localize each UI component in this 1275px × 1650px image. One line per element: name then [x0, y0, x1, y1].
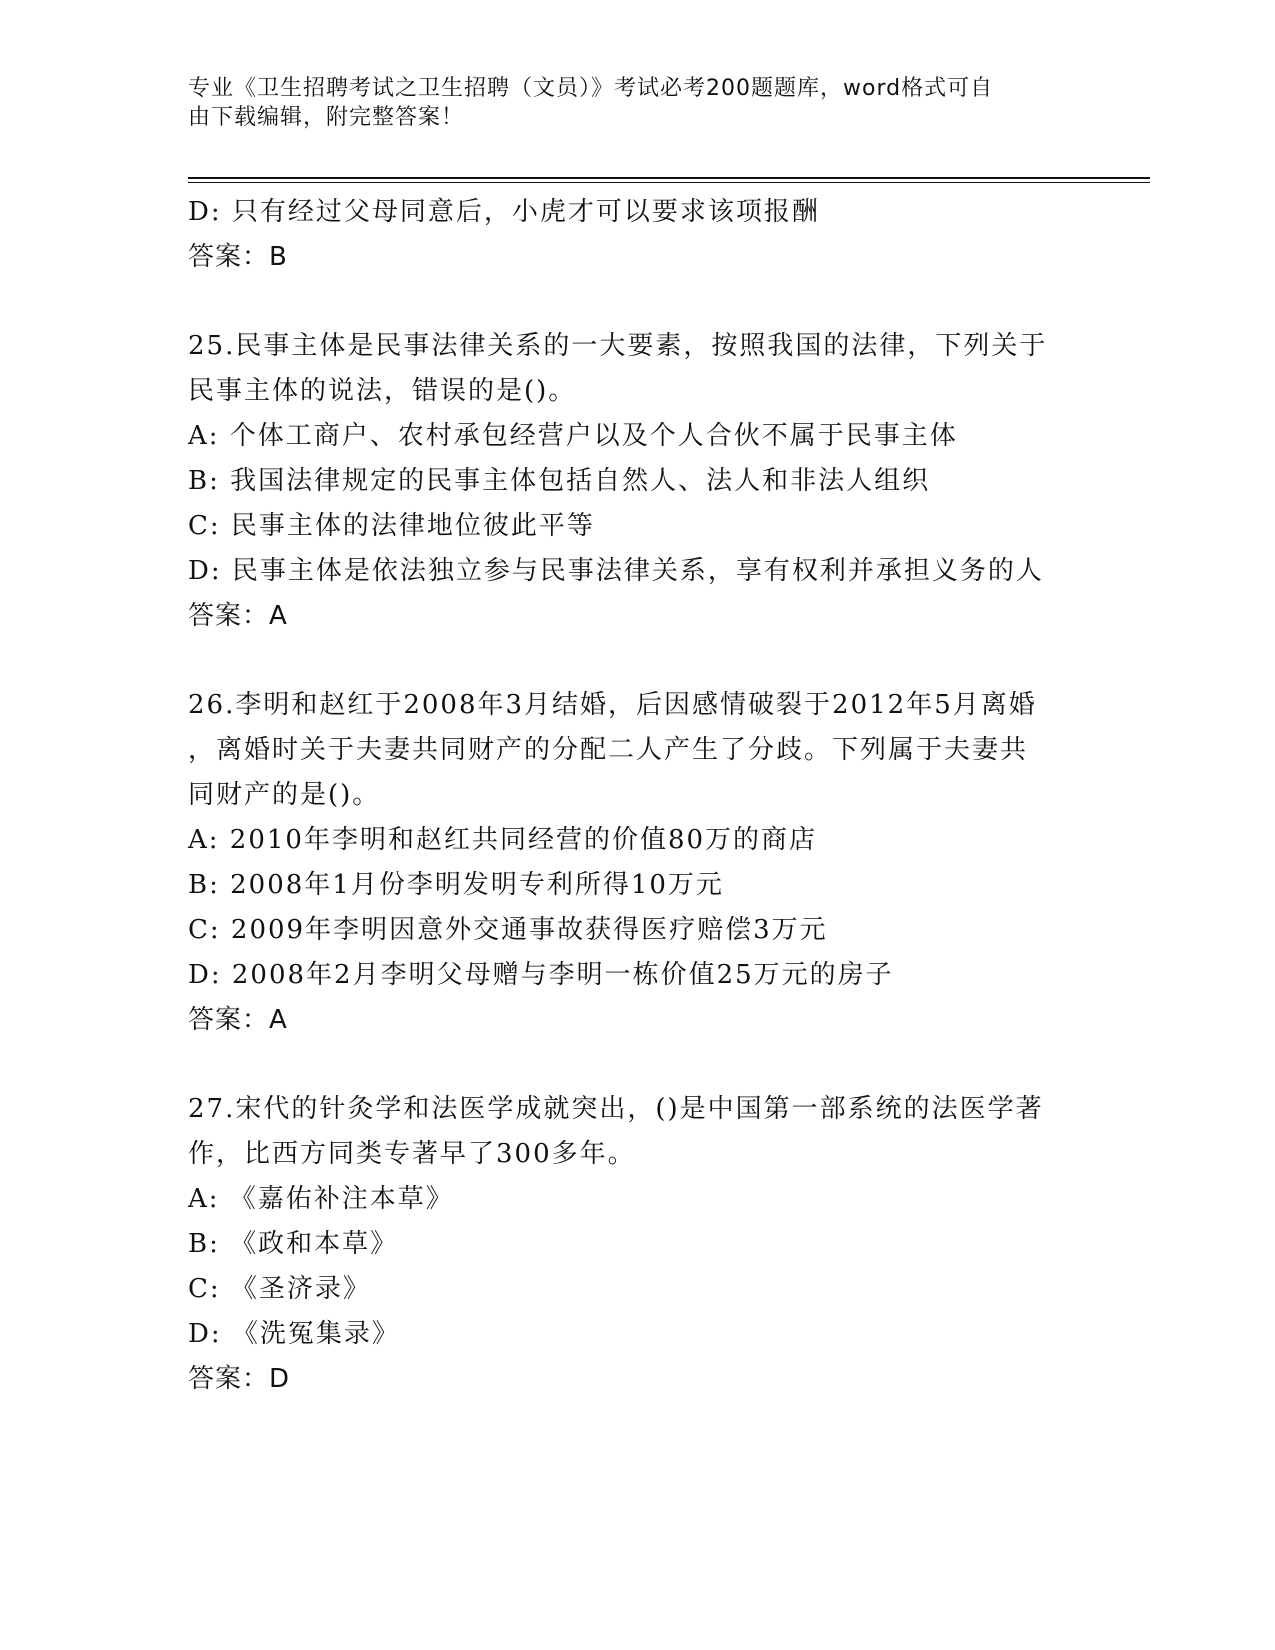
spacer — [188, 280, 1068, 324]
option-d: D: 只有经过父母同意后，小虎才可以要求该项报酬 — [188, 197, 820, 227]
option-b: B: 2008年1月份李明发明专利所得10万元 — [188, 870, 724, 900]
question-stem-line: 同财产的是()。 — [188, 780, 381, 810]
answer-line: 答案：A — [188, 1005, 288, 1035]
option-d: D: 《洗冤集录》 — [188, 1319, 400, 1349]
answer-line: 答案：D — [188, 1364, 291, 1394]
option-b: B: 我国法律规定的民事主体包括自然人、法人和非法人组织 — [188, 466, 931, 496]
question-stem-line: ，离婚时关于夫妻共同财产的分配二人产生了分歧。下列属于夫妻共 — [188, 735, 1029, 765]
spacer — [188, 1043, 1068, 1087]
option-a: A: 《嘉佑补注本草》 — [188, 1184, 454, 1214]
question-stem-line: 26.李明和赵红于2008年3月结婚，后因感情破裂于2012年5月离婚 — [188, 690, 1037, 720]
question-stem-line: 27.宋代的针灸学和法医学成就突出，()是中国第一部系统的法医学著 — [188, 1094, 1044, 1124]
header-rule-thick — [188, 177, 1150, 179]
question-content — [188, 190, 1068, 1402]
header-line-2: 由下载编辑，附完整答案！ — [188, 105, 465, 130]
question-stem-line: 民事主体的说法，错误的是()。 — [188, 376, 577, 406]
option-d: D: 2008年2月李明父母赠与李明一栋价值25万元的房子 — [188, 960, 894, 990]
question-stem-line: 25.民事主体是民事法律关系的一大要素，按照我国的法律，下列关于 — [188, 331, 1048, 361]
option-a: A: 2010年李明和赵红共同经营的价值80万的商店 — [188, 825, 818, 855]
question-27 — [188, 1087, 1068, 1402]
option-c: C: 《圣济录》 — [188, 1274, 371, 1304]
question-25 — [188, 324, 1068, 639]
header-line-1: 专业《卫生招聘考试之卫生招聘（文员）》考试必考200题题库，word格式可自 — [188, 76, 994, 101]
answer-line: 答案：B — [188, 242, 288, 272]
option-d: D: 民事主体是依法独立参与民事法律关系，享有权利并承担义务的人 — [188, 556, 1044, 586]
option-a: A: 个体工商户、农村承包经营户以及个人合伙不属于民事主体 — [188, 421, 958, 451]
carryover-question — [188, 190, 1068, 280]
question-stem-line: 作，比西方同类专著早了300多年。 — [188, 1139, 636, 1169]
question-26 — [188, 683, 1068, 1043]
option-b: B: 《政和本草》 — [188, 1229, 399, 1259]
document-header — [188, 74, 1068, 132]
option-c: C: 2009年李明因意外交通事故获得医疗赔偿3万元 — [188, 915, 828, 945]
spacer — [188, 639, 1068, 683]
option-c: C: 民事主体的法律地位彼此平等 — [188, 511, 595, 541]
answer-line: 答案：A — [188, 601, 288, 631]
header-rule-thin — [188, 182, 1150, 183]
